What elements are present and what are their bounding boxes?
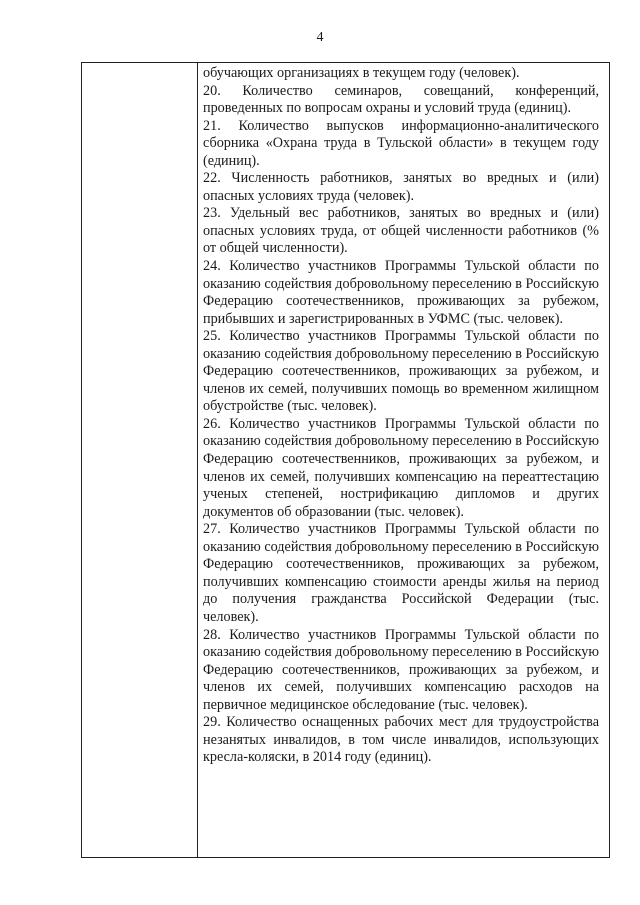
list-item: 23. Удельный вес работников, занятых во вредных и (или) опасных условиях труда, от общей численности работников (% от общей численности). <box>203 205 599 257</box>
column-divider <box>197 63 198 857</box>
table-left-cell <box>82 63 197 857</box>
list-item: обучающих организациях в текущем году (человек). <box>203 65 520 81</box>
list-item: 29. Количество оснащенных рабочих мест для трудоустройства незанятых инвалидов, в том числе инвалидов, использующих кресла-коляски, в 2014 году (единиц). <box>203 714 599 766</box>
page-number: 4 <box>316 30 324 45</box>
list-item: 28. Количество участников Программы Тульской области по оказанию содействия добровольному переселению в Российскую Федерацию соотечественников, проживающих за рубежом, и членов их семей, получивших компенсацию расходов на первичное медицинское обследование (тыс. человек). <box>203 626 599 713</box>
list-item: 24. Количество участников Программы Тульской области по оказанию содействия добровольному переселению в Российскую Федерацию соотечественников, проживающих за рубежом, прибывших и зарегистрированных в УФМС (тыс. человек). <box>203 258 599 327</box>
table-right-cell <box>203 65 599 767</box>
list-item: 20. Количество семинаров, совещаний, конференций, проведенных по вопросам охраны и условий труда (единиц). <box>203 82 599 117</box>
list-item: 26. Количество участников Программы Тульской области по оказанию содействия добровольному переселению в Российскую Федерацию соотечественников, проживающих за рубежом, и членов их семей, получивших компенсацию на переаттестацию ученых степеней, нострификацию дипломов и других документов об образовании (тыс. человек). <box>203 415 599 520</box>
list-item: 21. Количество выпусков информационно-аналитического сборника «Охрана труда в Тульской области» в текущем году (единиц). <box>203 117 599 169</box>
list-item: 25. Количество участников Программы Тульской области по оказанию содействия добровольному переселению в Российскую Федерацию соотечественников, проживающих за рубежом, и членов их семей, получивших помощь во временном жилищном обустройстве (тыс. человек). <box>203 328 599 415</box>
list-item: 27. Количество участников Программы Тульской области по оказанию содействия добровольному переселению в Российскую Федерацию соотечественников, проживающих за рубежом, получивших компенсацию стоимости аренды жилья на период до получения гражданства Российской Федерации (тыс. человек). <box>203 521 599 625</box>
list-item: 22. Численность работников, занятых во вредных и (или) опасных условиях труда (человек). <box>203 170 599 204</box>
indicator-table <box>81 62 610 858</box>
